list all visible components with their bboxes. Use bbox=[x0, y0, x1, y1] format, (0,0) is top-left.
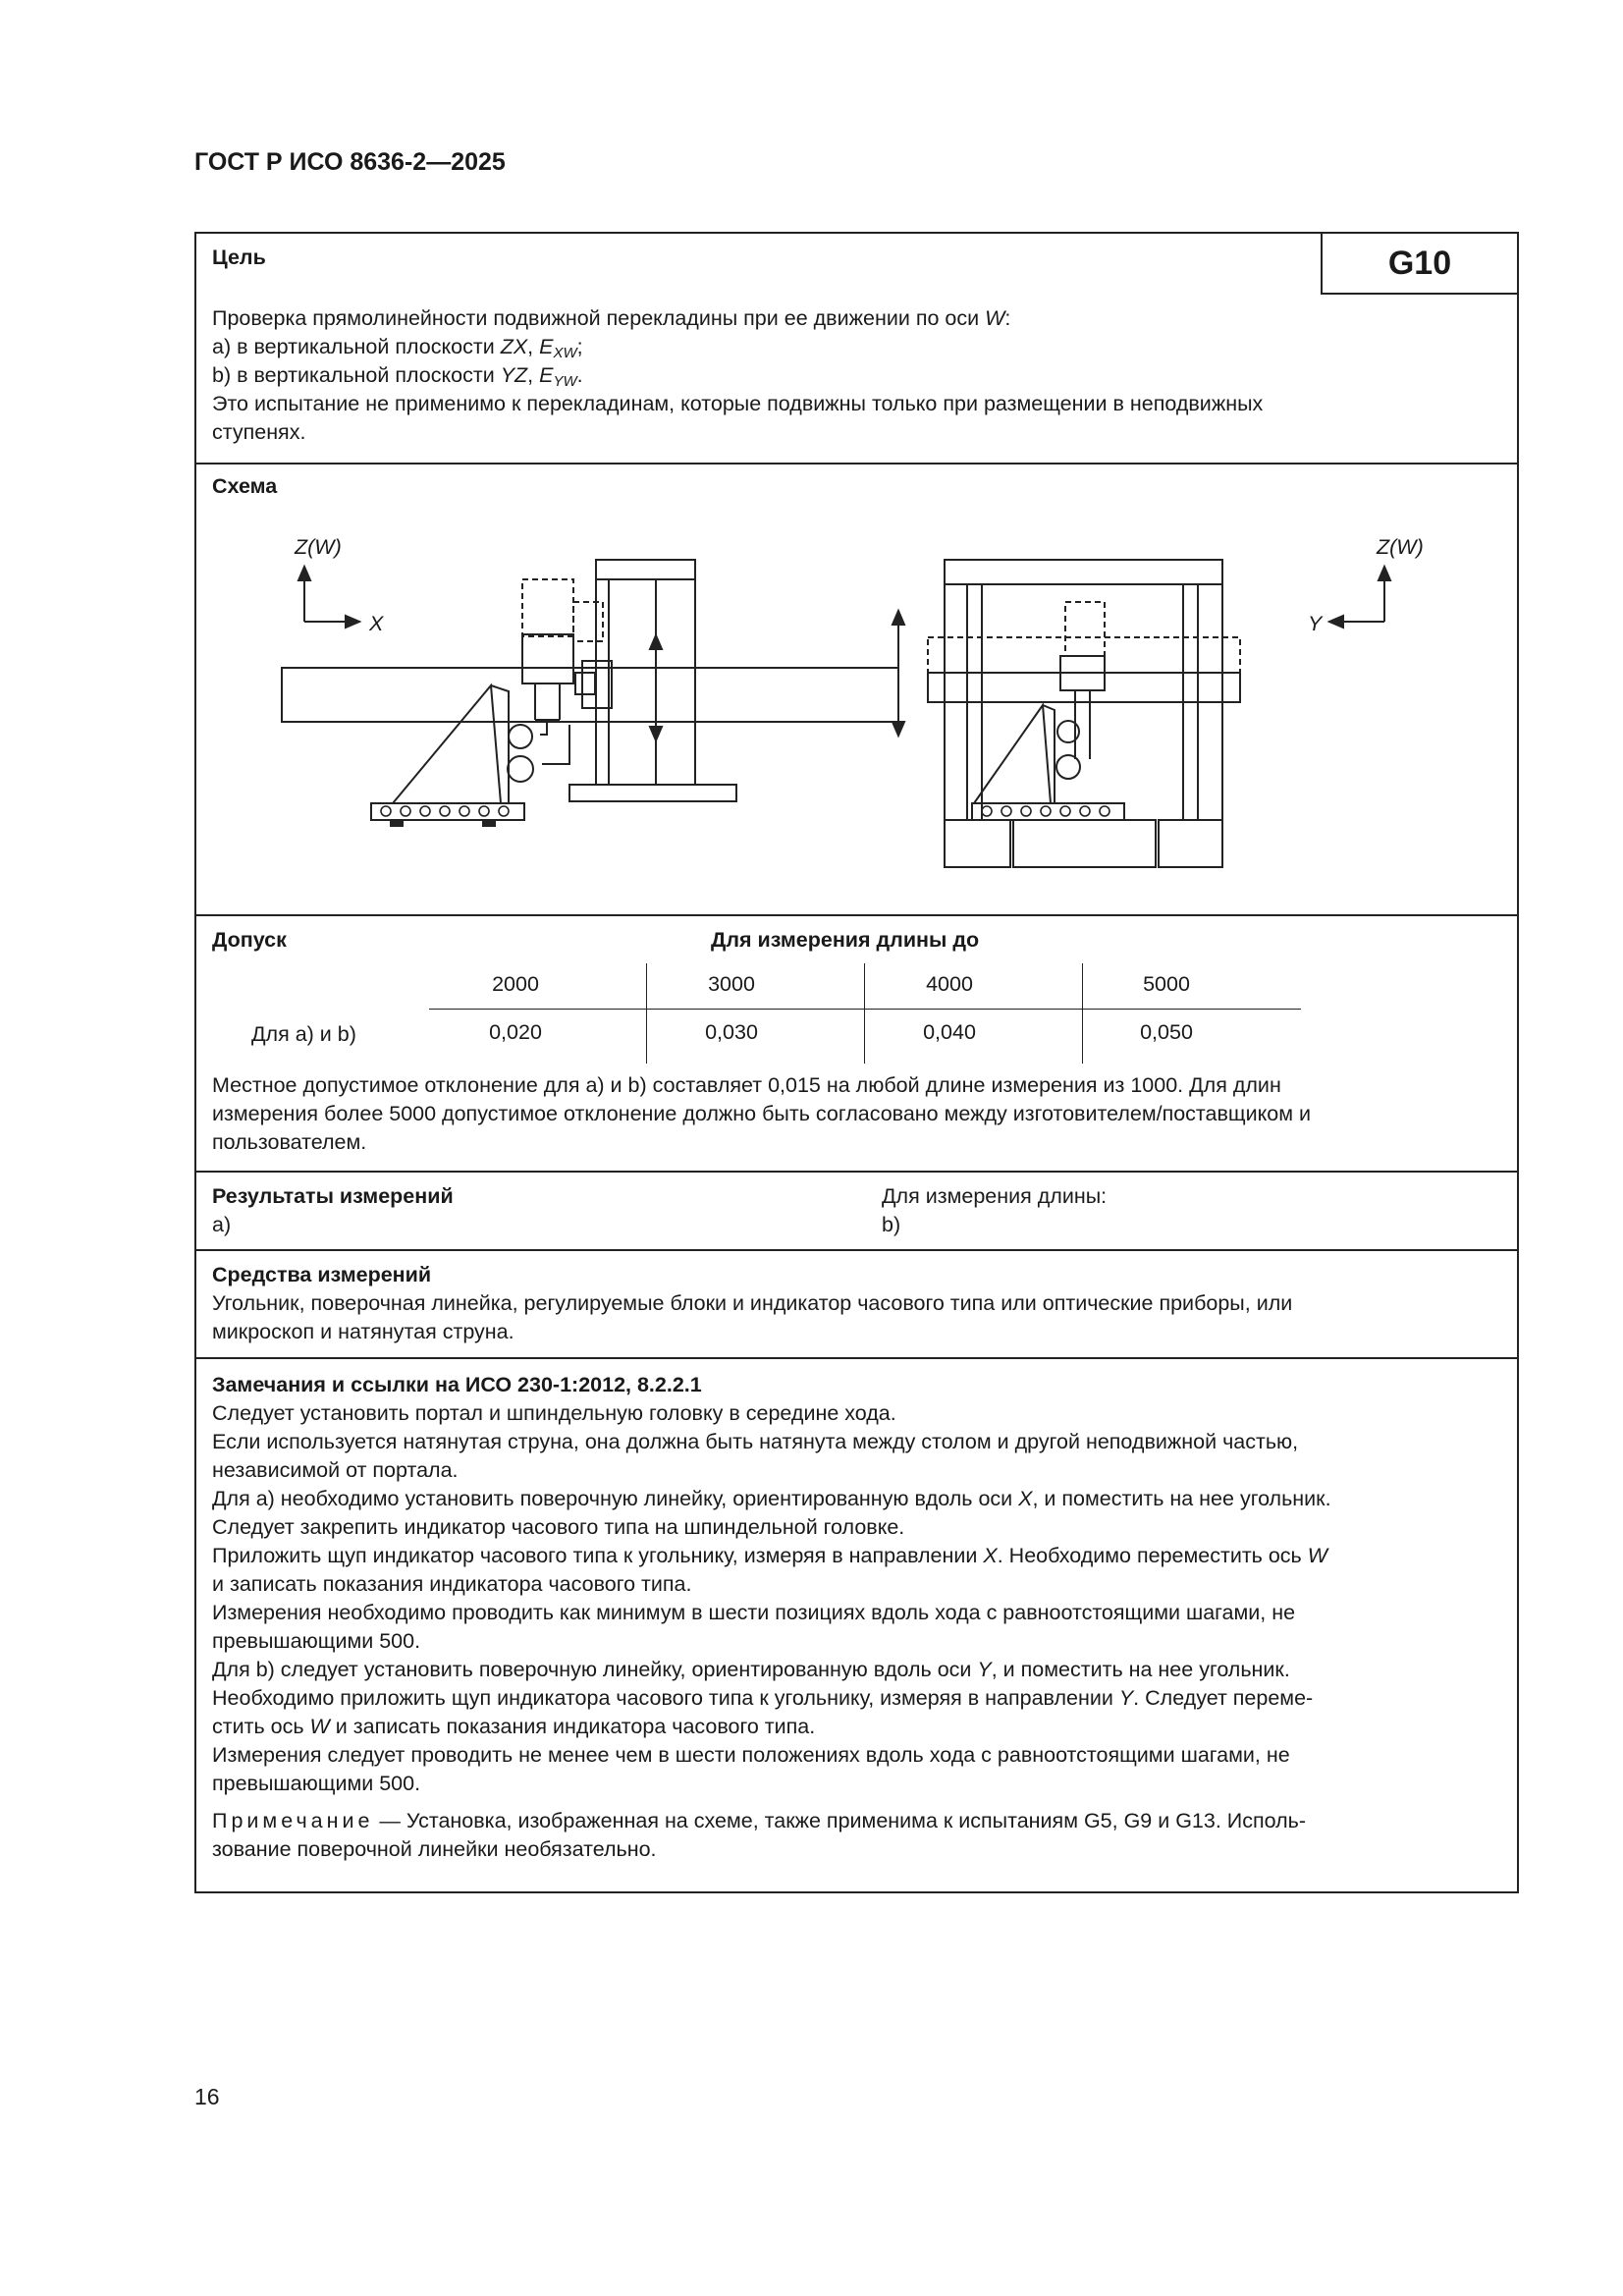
objective-item-a: a) в вертикальной плоскости ZX, $E_{XW}$; bbox=[212, 335, 583, 361]
straightedge-right bbox=[972, 803, 1124, 820]
test-id-box: G10 bbox=[1321, 234, 1517, 295]
diagram-section bbox=[196, 465, 1517, 916]
tolerance-value: 0,030 bbox=[705, 1020, 758, 1044]
portal-top-right bbox=[945, 560, 1222, 584]
objective-item-b: b) в вертикальной плоскости YZ, $E_{YW}$. bbox=[212, 363, 583, 390]
length-header: 4000 bbox=[926, 972, 973, 996]
tolerance-title: Допуск bbox=[212, 928, 287, 952]
results-title: Результаты измерений bbox=[212, 1184, 454, 1208]
remarks-line: и записать показания индикатора часового типа. bbox=[212, 1572, 692, 1596]
instruments-line2: микроскоп и натянутая струна. bbox=[212, 1320, 514, 1343]
table-col-rule bbox=[646, 963, 647, 1064]
tolerance-subtitle: Для измерения длины до bbox=[711, 928, 980, 952]
left-x-label: X bbox=[369, 612, 384, 635]
results-b: b) bbox=[882, 1213, 901, 1236]
crossbeam-right bbox=[928, 673, 1240, 702]
table-col-rule bbox=[1082, 963, 1083, 1064]
tolerance-text-line3: пользователем. bbox=[212, 1130, 367, 1154]
right-z-label: Z(W) bbox=[1377, 535, 1424, 559]
objective-note-line2: ступенях. bbox=[212, 420, 306, 444]
remarks-line: Для a) необходимо установить поверочную линейку, ориентированную вдоль оси X, и поместить на нее угольник. bbox=[212, 1487, 1331, 1510]
tolerance-value: 0,040 bbox=[923, 1020, 976, 1044]
remarks-line: независимой от портала. bbox=[212, 1458, 459, 1482]
column-top-left bbox=[596, 560, 695, 579]
remarks-line: превышающими 500. bbox=[212, 1629, 421, 1653]
remarks-line: Если используется натянутая струна, она должна быть натянута между столом и другой неподвижной частью, bbox=[212, 1430, 1299, 1453]
dial-indicator-right-bottom bbox=[1056, 755, 1080, 779]
remarks-note-line2: зование поверочной линейки необязательно. bbox=[212, 1837, 657, 1861]
remarks-line: стить ось W и записать показания индикатора часового типа. bbox=[212, 1715, 816, 1738]
page-number: 16 bbox=[194, 2084, 220, 2109]
length-header: 5000 bbox=[1143, 972, 1190, 996]
diagram-title: Схема bbox=[212, 474, 278, 498]
length-header: 2000 bbox=[492, 972, 539, 996]
tolerance-section bbox=[196, 916, 1517, 1162]
results-a: a) bbox=[212, 1213, 232, 1236]
dial-indicator-bottom bbox=[508, 756, 533, 782]
objective-note-line1: Это испытание не применимо к перекладинам, которые подвижны только при размещении в неподвижных bbox=[212, 392, 1264, 415]
remarks-note-line1: Примечание — Установка, изображенная на схеме, также применима к испытаниям G5, G9 и G13. Исполь- bbox=[212, 1809, 1307, 1832]
length-header: 3000 bbox=[708, 972, 755, 996]
document-header: ГОСТ Р ИСО 8636-2—2025 bbox=[194, 148, 506, 176]
objective-line1: Проверка прямолинейности подвижной перекладины при ее движении по оси W: bbox=[212, 306, 1011, 330]
spindle-head-left bbox=[522, 634, 573, 683]
remarks-line: Измерения следует проводить не менее чем в шести положениях вдоль хода с равноотстоящими шагами, не bbox=[212, 1743, 1290, 1767]
remarks-line: превышающими 500. bbox=[212, 1772, 421, 1795]
remarks-line: Приложить щуп индикатор часового типа к угольнику, измеряя в направлении X. Необходимо переместить ось W bbox=[212, 1544, 1328, 1567]
results-length-label: Для измерения длины: bbox=[882, 1184, 1108, 1208]
instruments-line1: Угольник, поверочная линейка, регулируемые блоки и индикатор часового типа или оптические приборы, или bbox=[212, 1291, 1293, 1315]
instruments-section bbox=[196, 1251, 1517, 1359]
results-section bbox=[196, 1173, 1517, 1251]
right-y-label: Y bbox=[1308, 612, 1323, 635]
tolerance-value: 0,020 bbox=[489, 1020, 542, 1044]
dial-indicator-top bbox=[509, 725, 532, 748]
test-sheet-frame bbox=[194, 232, 1519, 1893]
remarks-line: Необходимо приложить щуп индикатора часового типа к угольнику, измеряя в направлении Y. Следует переме- bbox=[212, 1686, 1314, 1710]
remarks-title: Замечания и ссылки на ИСО 230-1:2012, 8.2.2.1 bbox=[212, 1373, 702, 1396]
remarks-line: Измерения необходимо проводить как минимум в шести позициях вдоль хода с равноотстоящими шагами, не bbox=[212, 1601, 1296, 1624]
remarks-line: Следует установить портал и шпиндельную головку в середине хода. bbox=[212, 1401, 896, 1425]
tolerance-row-label: Для a) и b) bbox=[251, 1022, 356, 1046]
square-left bbox=[393, 685, 501, 803]
setup-diagram bbox=[196, 465, 1517, 916]
tolerance-text-line1: Местное допустимое отклонение для a) и b) составляет 0,015 на любой длине измерения из 1000. Для длин bbox=[212, 1073, 1281, 1097]
remarks-line: Для b) следует установить поверочную линейку, ориентированную вдоль оси Y, и поместить на нее угольник. bbox=[212, 1658, 1290, 1681]
table-col-rule bbox=[864, 963, 865, 1064]
objective-section bbox=[196, 234, 1517, 465]
remarks-line: Следует закрепить индикатор часового типа на шпиндельной головке. bbox=[212, 1515, 905, 1539]
remarks-section bbox=[196, 1359, 1517, 1889]
square-right bbox=[974, 705, 1051, 803]
instruments-title: Средства измерений bbox=[212, 1263, 432, 1286]
tolerance-text-line2: измерения более 5000 допустимое отклонение должно быть согласовано между изготовителем/поставщиком и bbox=[212, 1102, 1311, 1125]
left-z-label: Z(W) bbox=[295, 535, 342, 559]
tolerance-value: 0,050 bbox=[1140, 1020, 1193, 1044]
table-right bbox=[945, 820, 1010, 867]
table-rule bbox=[429, 1009, 1301, 1010]
objective-title: Цель bbox=[212, 246, 266, 269]
base-plate-left bbox=[569, 785, 736, 801]
straightedge-left bbox=[371, 803, 524, 820]
